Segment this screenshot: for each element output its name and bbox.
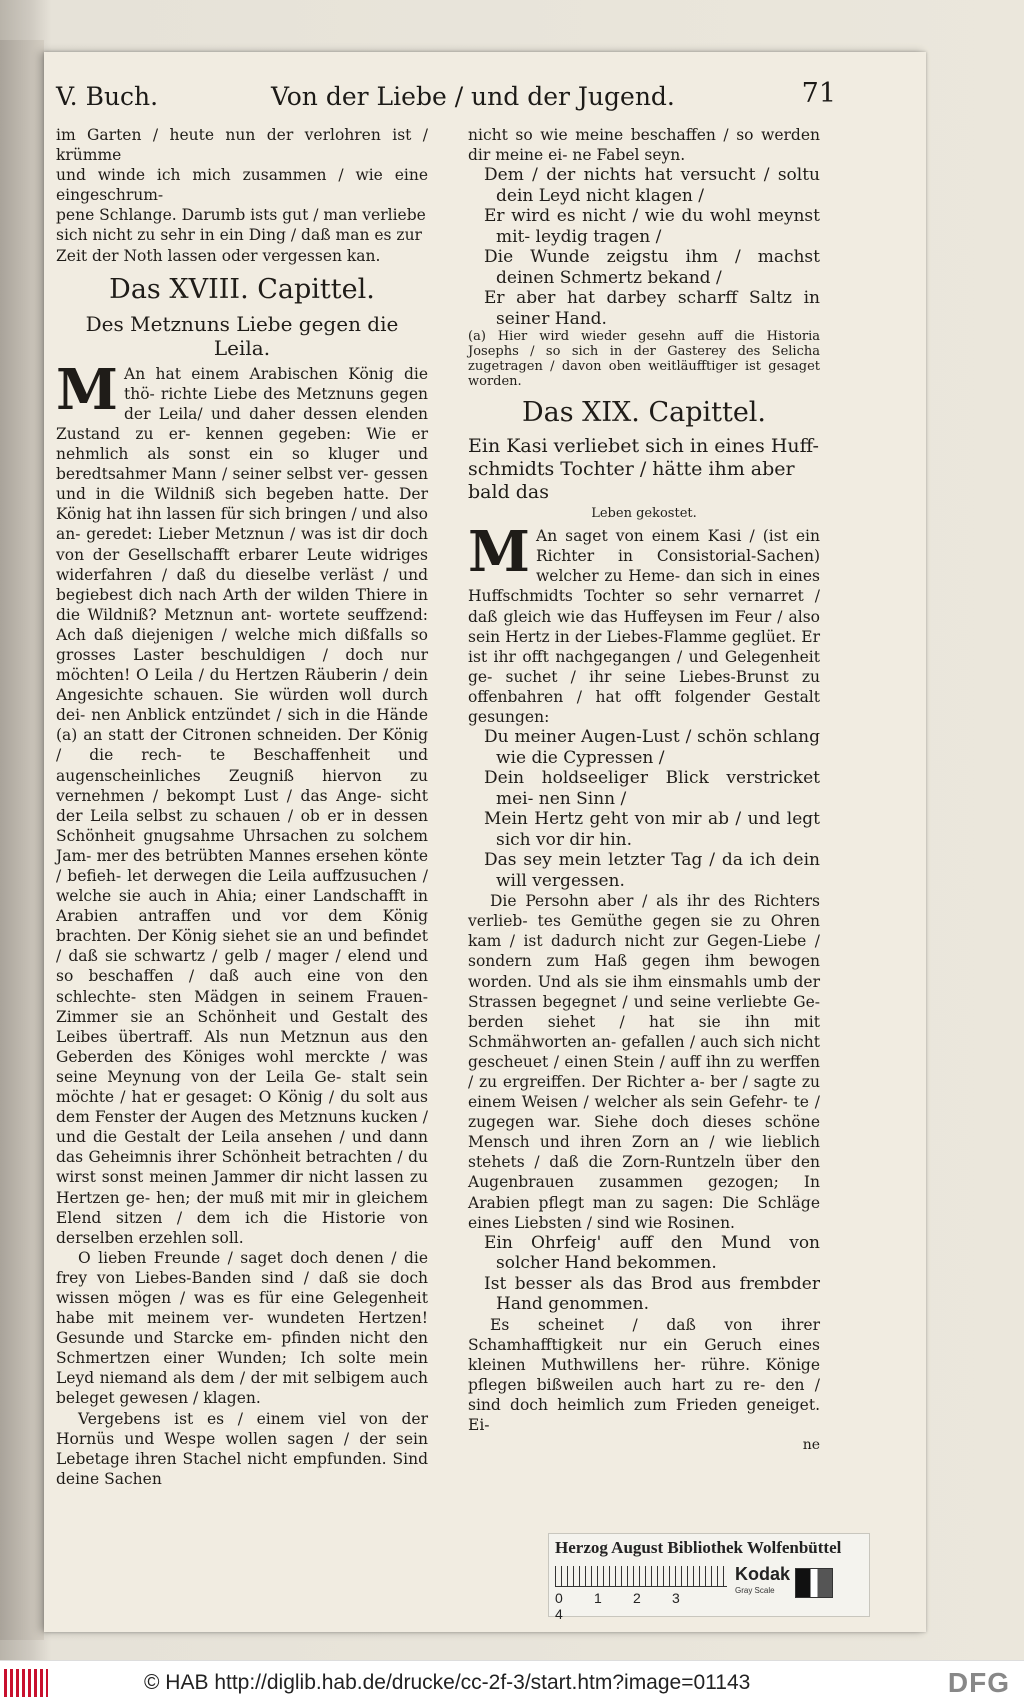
- page-number: 71: [801, 78, 836, 109]
- catchword: ne: [802, 1437, 820, 1454]
- intro-line: sich nicht zu sehr in ein Ding / daß man es zur: [56, 226, 422, 245]
- ruler-number: 3: [672, 1590, 680, 1606]
- paragraph: [56, 356, 428, 1248]
- kodak-label: Kodak: [735, 1564, 791, 1584]
- chapter-title: Das XVIII. Capittel.: [109, 273, 375, 305]
- grayscale-label: Gray Scale: [735, 1586, 775, 1595]
- drop-initial: M: [56, 356, 118, 423]
- left-column: [56, 125, 428, 1489]
- chapter-title: Das XIX. Capittel.: [521, 397, 767, 429]
- paragraph: [468, 519, 820, 727]
- chapter-subtitle: Des Metznuns Liebe gegen die Leila.: [85, 311, 399, 360]
- viewer-footer: [0, 1660, 1024, 1705]
- library-name: Herzog August Bibliothek Wolfenbüttel: [555, 1538, 842, 1557]
- paragraph: nicht so wie meine beschaffen / so werden dir meine ei- ne Fabel seyn.: [468, 126, 820, 165]
- verse-line: Mein Hertz geht von mir ab / und legt sich vor dir hin.: [484, 809, 820, 850]
- dfg-logo: DFG: [947, 1667, 1010, 1698]
- verse-line: Dein holdseeliger Blick verstricket mei- nen Sinn /: [484, 768, 820, 809]
- gray-scale-swatch: [795, 1568, 833, 1598]
- right-column: [468, 125, 820, 1455]
- scale-ruler: [555, 1566, 727, 1587]
- hab-logo-icon: [4, 1669, 48, 1697]
- verse-line: Dem / der nichts hat versucht / soltu dein Leyd nicht klagen /: [484, 165, 820, 206]
- chapter-subtitle: Ein Kasi verliebet sich in eines Huff- schmidts Tochter / hätte ihm aber bald das: [468, 435, 819, 504]
- verse-line: Die Wunde zeigstu ihm / machst deinen Schmertz bekand /: [484, 247, 820, 288]
- intro-line: pene Schlange. Darumb ists gut / man verliebe: [56, 206, 426, 225]
- paragraph: Es scheinet / daß von ihrer Schamhafftigkeit nur ein Geruch eines kleinen Muthwillens her- rühre. Könige pflegen bißweilen auch hart zu re- den / sind doch heimlich zum Frieden geneiget. Ei-: [468, 1315, 820, 1435]
- running-header: [56, 78, 836, 126]
- paragraph-text: An hat einem Arabischen König die thö- richte Liebe des Metznuns gegen der Leila/ und daher dessen elenden Zustand zu er- kennen gegeben: Wie er nehmlich als sonst ein so kluger und beredtsahmer Mann / seiner selbst ver- gessen und in die Wildniß sich begeben hatte. Der König hat ihn lassen für sich bringen / und also an- geredet: Lieber Metznun / was ist dir doch von der Gesellschafft erbarer Leute widriges widerfahren / daß du dieselbe verläst / und begiebest dich nach Arth der wilden Thiere in die Wildniß? Metznun ant- wortete seuffzend: Ach daß diejenigen / welche mich dißfalls so grosses Laster beschuldigen / doch nur möchten! O Leila / du Hertzen Räuberin / dein Angesichte schauen. Sie würden woll durch dei- nen Anblick entzündet / sich in die Hände (a) an statt der Citronen schneiden. Der König / die rech- te Beschaffenheit und augenscheinliches Zeugniß hiervon zu vernehmen / bekompt Lust / das Ange- sicht der Leila selbst zu schauen / ob er in dessen Schönheit gnugsahme Uhrsachen zu solchem Jam- mer des betrübten Mannes ersehen könte / befieh- let derwegen die Leila auffzusuchen / welche sie auch in Ahia; einer Landschafft in Arabien antraffen und vor dem König brachten. Der König siehet sie an und befindet / daß sie schwartz / gelb / mager / elend und so beschaffen / daß auch eine von den schlechte- sten Mädgen in seinem Frauen-Zimmer sie an Schönheit und Gestalt des Leibes übertraff. Als nun Metznun aus den Geberden des Königes wohl merckte / was seine Meynung von der Leila Ge- stalt sein möchte / hat er gesaget: O König / du solt aus dem Fenster der Augen des Metznuns kucken / und die Gestalt der Leila ansehen / und dann das Geheimnis ihrer Schönheit betrachten / du wirst sonst meinen Jammer dir nicht lassen zu Hertzen ge- hen; der muß mit mir in gleichem Elend sitzen / dem ich die Historie von derselben erzehlen soll.: [56, 364, 428, 1247]
- verse-line: Ist besser als das Brod aus frembder Hand genommen.: [484, 1273, 820, 1315]
- verse-line: Das sey mein letzter Tag / da ich dein will vergessen.: [484, 850, 820, 891]
- verse-line: Er wird es nicht / wie du wohl meynst mit- leydig tragen /: [484, 206, 820, 247]
- copyright-url[interactable]: © HAB http://diglib.hab.de/drucke/cc-2f-3/start.htm?image=01143: [144, 1671, 751, 1694]
- library-color-card: [548, 1533, 870, 1622]
- ruler-numbers: [555, 1590, 735, 1622]
- paragraph: Vergebens ist es / einem viel von der Hornüs und Wespe wollen sagen / der sein Lebetage ihren Stachel nicht empfunden. Sind deine Sachen: [56, 1409, 428, 1488]
- intro-line: Zeit der Noth lassen oder vergessen kan.: [56, 246, 381, 265]
- ruler-number: 0: [555, 1590, 563, 1606]
- ruler-number: 2: [633, 1590, 641, 1606]
- verse-line: Er aber hat darbey scharff Saltz in seiner Hand.: [484, 288, 820, 329]
- chapter-subtitle-small: Leben gekostet.: [591, 506, 697, 522]
- previous-page-edge: [0, 40, 44, 1640]
- paragraph: Die Persohn aber / als ihr des Richters verlieb- tes Gemüthe gegen sie zu Ohren kam / ist dadurch nicht zur Gegen-Liebe / sondern zum Haß gegen ihm bewogen worden. Und als sie ihm einsmahls umb der Strassen begegnet / und seine verliebte Ge- berden siehet / hat sie ihn mit Schmähworten an- gefallen / auch sich nicht gescheuet / einen Stein / auff ihn zu werffen / zu ergreiffen. Der Richter a- ber / sagte zu einem Weisen / welcher als sein Gefehr- te / zugegen war. Siehe doch dieses schöne Mensch und ihren Zorn an / wie lieblich stehets / daß die Zorn-Runtzeln über den Augenbrauen zusammen gezogen; In Arabien pflegt man zu sagen: Die Schläge eines Liebsten / sind wie Rosinen.: [468, 892, 820, 1232]
- verse-line: Ein Ohrfeig' auff den Mund von solcher Hand bekommen.: [484, 1232, 820, 1274]
- verse-line: Du meiner Augen-Lust / schön schlang wie die Cypressen /: [484, 727, 820, 768]
- paragraph: O lieben Freunde / saget doch denen / die frey von Liebes-Banden sind / daß sie doch wissen mögen / was es für eine Gelegenheit habe mit meinem ver- wundeten Hertzen! Gesunde und Starcke em- pfinden nicht den Schmertzen einer Wunden; Ich solte mein Leyd niemand als dem / der mit selbigem auch beleget gewesen / klagen.: [56, 1248, 428, 1408]
- ruler-number: 1: [594, 1590, 602, 1606]
- header-book: V. Buch.: [56, 82, 159, 111]
- paragraph-text: An saget von einem Kasi / (ist ein Richter in Consistorial-Sachen) welcher zu Heme- dan sich in eines Huffschmidts Tochter so sehr vernarret / daß gleich wie das Huffeysen im Feur / also sein Hertz in der Liebes-Flamme geglüet. Er ist ihr offt nachgegangen / und Gelegenheit ge- suchet / ihr seine Liebes-Brunst zu offenbahren / hat offt folgender Gestalt gesungen:: [468, 527, 820, 727]
- ruler-number: 4: [555, 1606, 563, 1622]
- footnote: (a) Hier wird wieder gesehn auff die Historia Josephs / so sich in der Gasterey des Selicha zugetragen / davon oben weitläufftiger ist gesaget worden.: [468, 329, 820, 390]
- intro-line: und winde ich mich zusammen / wie eine eingeschrum-: [56, 166, 428, 205]
- header-title: Von der Liebe / und der Jugend.: [271, 82, 675, 111]
- intro-line: im Garten / heute nun der verlohren ist / krümme: [56, 126, 428, 165]
- drop-initial: M: [468, 519, 530, 586]
